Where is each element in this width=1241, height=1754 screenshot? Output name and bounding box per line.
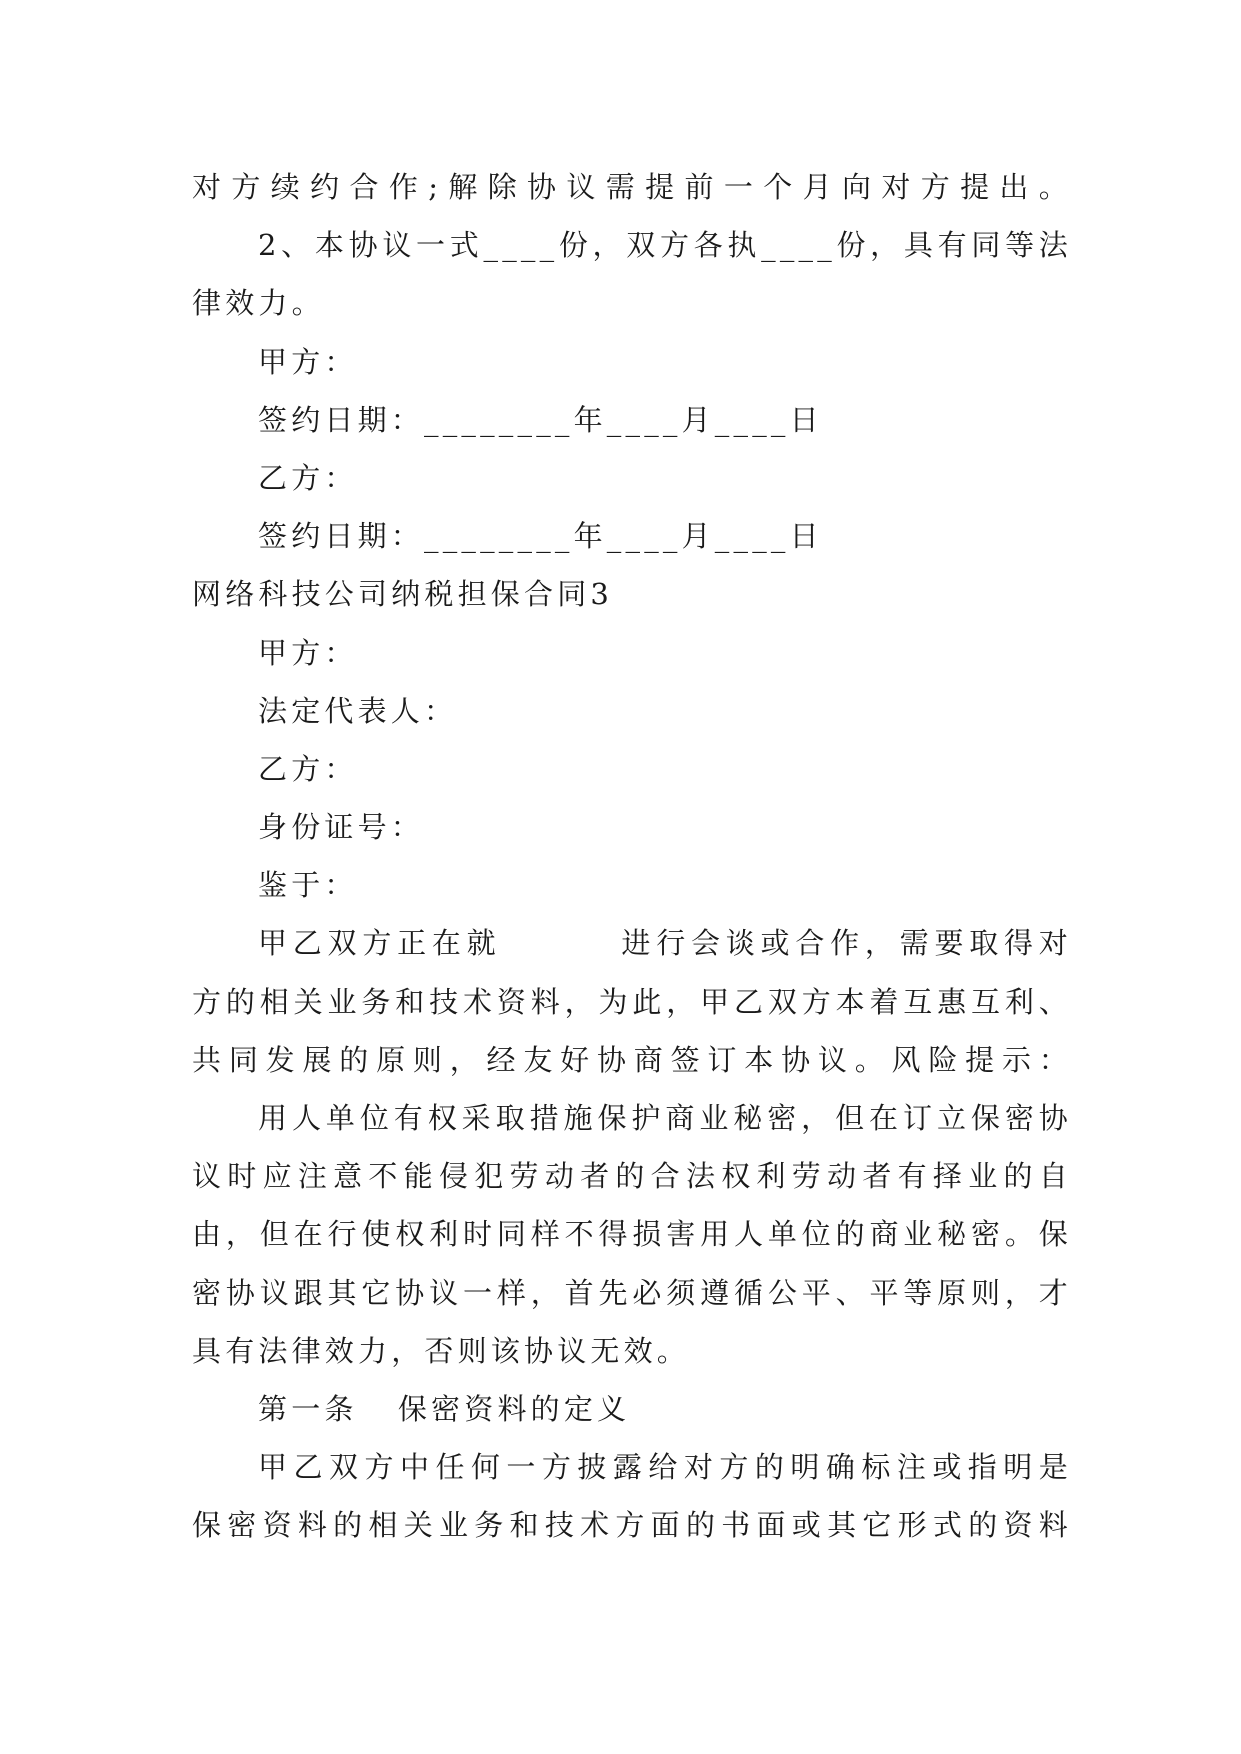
text-line: 用人单位有权采取措施保护商业秘密，但在订立保密协 [258, 1101, 1072, 1135]
section-heading: 网络科技公司纳税担保合同3 [192, 577, 614, 612]
text-line: 议时应注意不能侵犯劳动者的合法权利劳动者有择业的自 [192, 1159, 1072, 1194]
party-a-label: 甲方： [258, 344, 358, 379]
text-line: 具有法律效力，否则该协议无效。 [192, 1333, 691, 1368]
text-line: 甲乙双方中任何一方披露给对方的明确标注或指明是 [258, 1450, 1072, 1485]
text-line: 对方续约合作;解除协议需提前一个月向对方提出。 [192, 170, 1072, 204]
whereas-label: 鉴于： [258, 868, 358, 903]
party-b-label: 乙方： [258, 460, 358, 495]
id-number-label: 身份证号： [258, 810, 425, 845]
party-b-label: 乙方： [258, 751, 358, 786]
text-line: 共同发展的原则，经友好协商签订本协议。风险提示： [192, 1042, 1072, 1077]
text-line: 由，但在行使权利时同样不得损害用人单位的商业秘密。保 [192, 1217, 1072, 1252]
signing-date-line: 签约日期：________年____月____日 [258, 402, 823, 437]
text-line: 密协议跟其它协议一样，首先必须遵循公平、平等原则，才 [192, 1275, 1072, 1310]
text-line: 律效力。 [192, 286, 325, 321]
article-heading: 第一条 保密资料的定义 [258, 1391, 631, 1426]
text-line: 方的相关业务和技术资料，为此，甲乙双方本着互惠互利、 [192, 984, 1072, 1019]
legal-representative-label: 法定代表人： [258, 693, 458, 728]
party-a-label: 甲方： [258, 635, 358, 670]
text-line: 2、本协议一式____份，双方各执____份，具有同等法 [258, 228, 1072, 263]
document-body [192, 158, 1072, 1555]
text-line: 保密资料的相关业务和技术方面的书面或其它形式的资料 [192, 1508, 1072, 1543]
text-line: 甲乙双方正在就 进行会谈或合作，需要取得对 [258, 926, 1072, 961]
signing-date-line: 签约日期：________年____月____日 [258, 519, 823, 554]
